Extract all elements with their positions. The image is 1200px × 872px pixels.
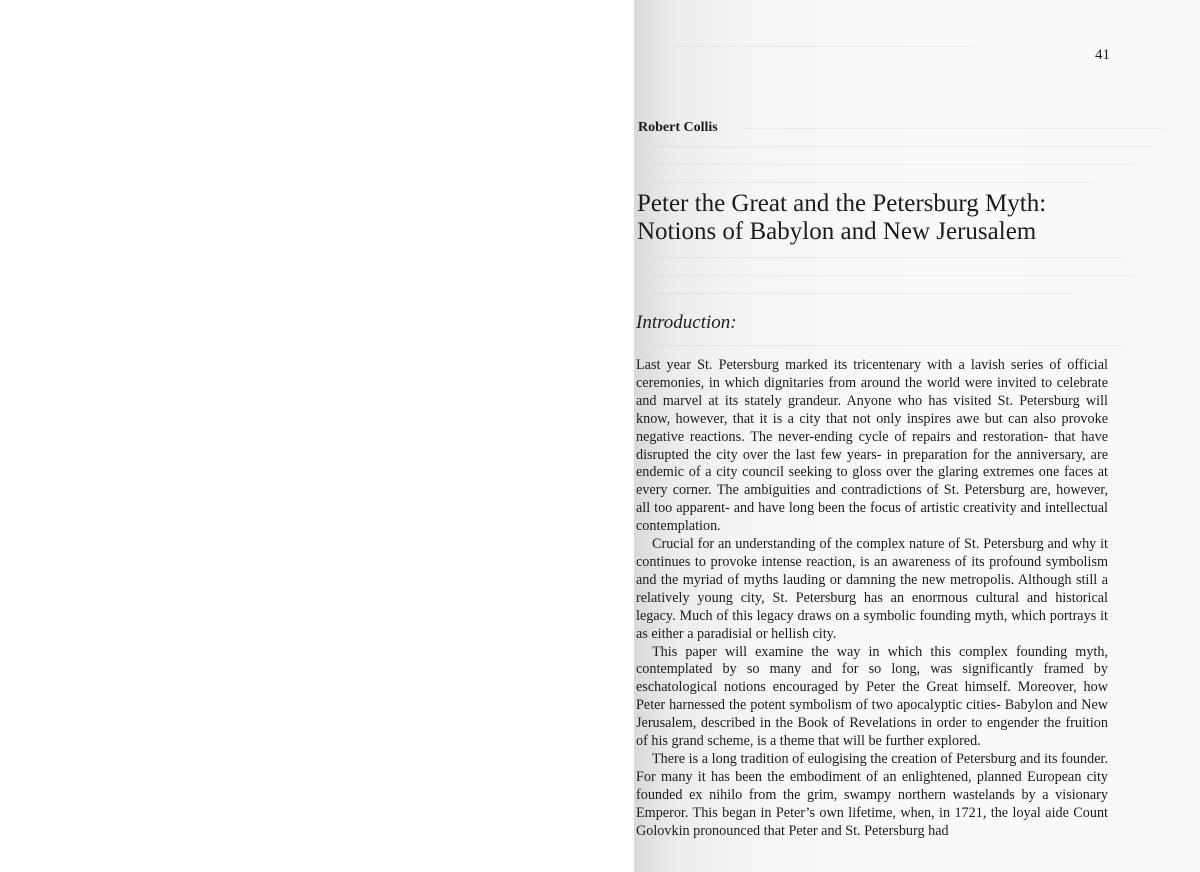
- title-line-2: Notions of Babylon and New Jerusalem: [637, 218, 1037, 245]
- page-number: 41: [1095, 47, 1110, 63]
- paragraph: Crucial for an understanding of the complex nature of St. Petersburg and why it continues to provoke intense reaction, is an awareness of its profound symbolism and the myriad of myths lauding or damning the new metropolis. Although still a relatively young city, St. Petersburg has an enormous cultural and historical legacy. Much of this legacy draws on a symbolic founding myth, which portrays it as either a paradisial or hellish city.: [636, 536, 1108, 642]
- text-right-page: [634, 0, 1200, 872]
- body-text: [636, 357, 1108, 840]
- author-name: Robert Collis: [638, 120, 718, 135]
- paragraph: This paper will examine the way in which this complex founding myth, contemplated by so many and for so long, was significantly framed by eschatological notions encouraged by Peter the Great himself. Moreover, how Peter harnessed the potent symbolism of two apocalyptic cities- Babylon and New Jerusalem, described in the Book of Revelations in order to engender the fruition of his grand scheme, is a theme that will be further explored.: [636, 643, 1108, 750]
- paragraph: There is a long tradition of eulogising the creation of Petersburg and its founder. For many it has been the embodiment of an enlightened, planned European city founded ex nihilo from the grim, swampy northern wastelands by a visionary Emperor. This began in Peter’s own lifetime, when, in 1721, the loyal aide Count Golovkin pronounced that Peter and St. Petersburg had: [636, 750, 1108, 839]
- section-heading: Introduction:: [636, 312, 737, 333]
- title-line-1: Peter the Great and the Petersburg Myth:: [637, 190, 1047, 217]
- paragraph: Last year St. Petersburg marked its tricentenary with a lavish series of official ceremonies, in which dignitaries from around the world were invited to celebrate and marvel at its stately grandeur. Anyone who has visited St. Petersburg will know, however, that it is a city that not only inspires awe but can also provoke negative reactions. The never-ending cycle of repairs and restoration- that have disrupted the city over the last few years- in preparation for the anniversary, are endemic of a city council seeking to gloss over the glaring extremes one faces at every corner. The ambiguities and contradictions of St. Petersburg are, however, all too apparent- and have long been the focus of artistic creativity and intellectual contemplation.: [636, 357, 1108, 535]
- article-title: [637, 190, 1157, 246]
